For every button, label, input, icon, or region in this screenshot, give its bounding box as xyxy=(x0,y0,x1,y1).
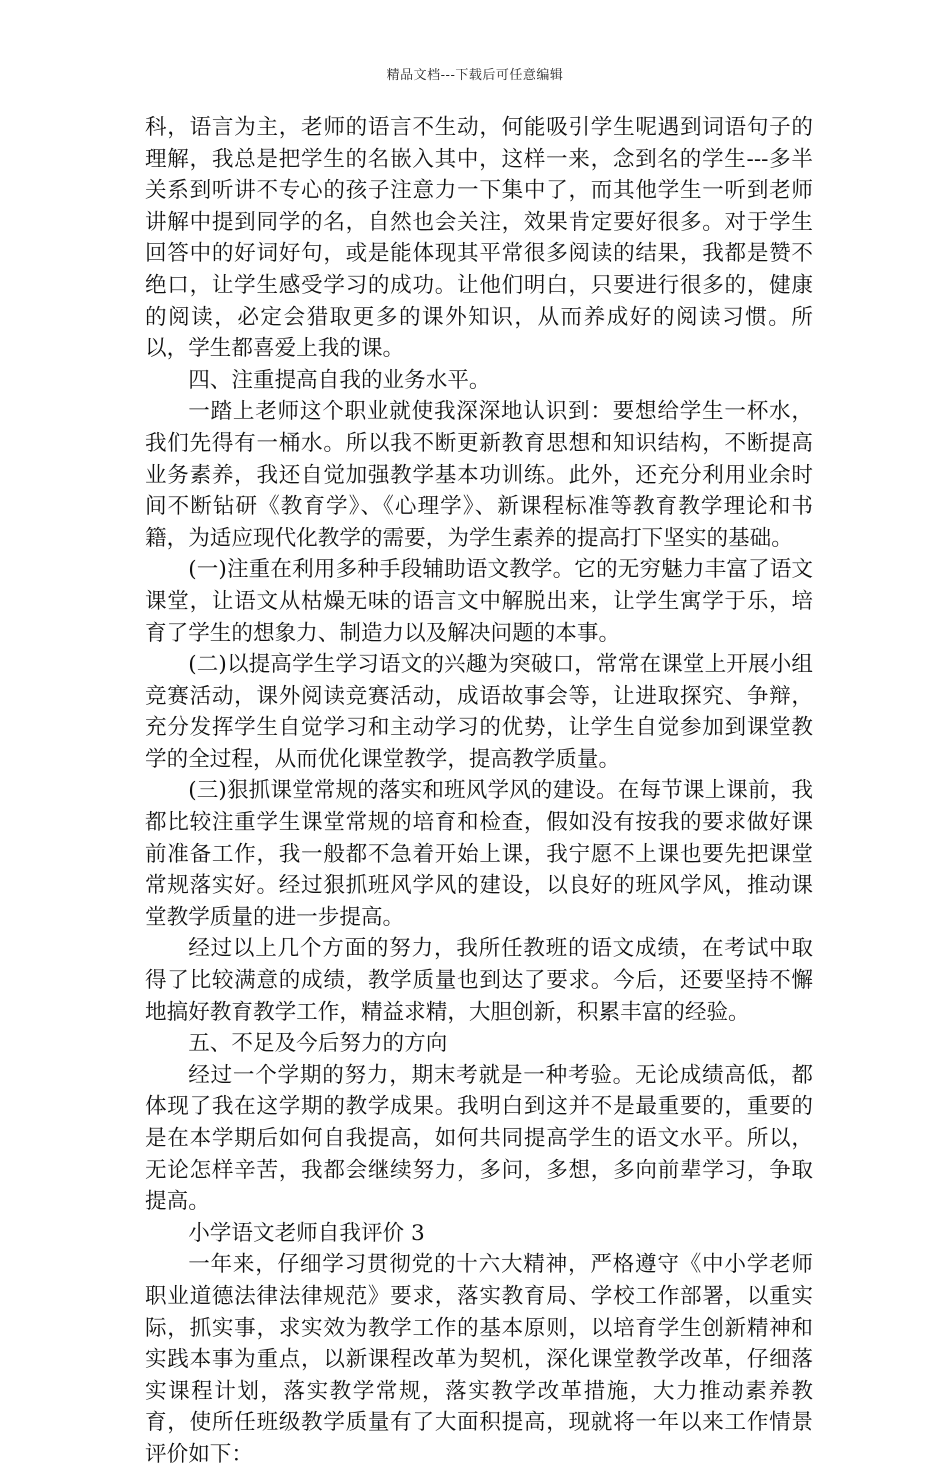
paragraph-item-3: (三)狠抓课堂常规的落实和班风学风的建设。在每节课上课前，我都比较注重学生课堂常规的培育和检查，假如没有按我的要求做好课前准备工作，我一般都不急着开始上课，我宁愿不上课也要先把课堂常规落实好。经过狠抓班风学风的建设，以良好的班风学风，推动课堂教学质量的进一步提高。 xyxy=(145,778,813,930)
document-body xyxy=(145,112,813,1471)
paragraph-item-1: (一)注重在利用多种手段辅助语文教学。它的无穷魅力丰富了语文课堂，让语文从枯燥无味的语言文中解脱出来，让学生寓学于乐，培育了学生的想象力、制造力以及解决问题的本事。 xyxy=(145,557,813,646)
section-heading-5: 五、不足及今后努力的方向 xyxy=(188,1031,448,1057)
paragraph-continued-text: 科，语言为主，老师的语言不生动，何能吸引学生呢遇到词语句子的理解，我总是把学生的名嵌入其中，这样一来，念到名的学生---多半关系到听讲不专心的孩子注意力一下集中了，而其他学生一听到老师讲解中提到同学的名，自然也会关注，效果肯定要好很多。对于学生回答中的好词好句，或是能体现其平常很多阅读的结果，我都是赞不绝口，让学生感受学习的成功。让他们明白，只要进行很多的，健康的阅读，必定会猎取更多的课外知识，从而养成好的阅读习惯。所以，学生都喜爱上我的课。 xyxy=(145,115,813,362)
page-header: 精品文档---下载后可任意编辑 xyxy=(386,68,564,83)
paragraph: 一踏上老师这个职业就使我深深地认识到：要想给学生一杯水，我们先得有一桶水。所以我不断更新教育思想和知识结构，不断提高业务素养，我还自觉加强教学基本功训练。此外，还充分利用业余时间不断钻研《教育学》、《心理学》、新课程标准等教育教学理论和书籍，为适应现代化教学的需要，为学生素养的提高打下坚实的基础。 xyxy=(145,399,813,551)
paragraph-item-2: (二)以提高学生学习语文的兴趣为突破口，常常在课堂上开展小组竞赛活动，课外阅读竞赛活动，成语故事会等，让进取探究、争辩，充分发挥学生自觉学习和主动学习的优势，让学生自觉参加到课堂教学的全过程，从而优化课堂教学，提高教学质量。 xyxy=(145,652,813,772)
paragraph: 一年来，仔细学习贯彻党的十六大精神，严格遵守《中小学老师职业道德法律法律规范》要求，落实教育局、学校工作部署，以重实际，抓实事，求实效为教学工作的基本原则，以培育学生创新精神和实践本事为重点，以新课程改革为契机，深化课堂教学改革，仔细落实课程计划，落实教学常规，落实教学改革措施，大力推动素养教育，使所任班级教学质量有了大面积提高，现就将一年以来工作情景评价如下： xyxy=(145,1252,813,1467)
section-heading-4: 四、注重提高自我的业务水平。 xyxy=(188,367,491,393)
article-title: 小学语文老师自我评价 3 xyxy=(188,1220,425,1246)
paragraph: 经过一个学期的努力，期末考就是一种考验。无论成绩高低，都体现了我在这学期的教学成果。我明白到这并不是最重要的，重要的是在本学期后如何自我提高，如何共同提高学生的语文水平。所以，无论怎样辛苦，我都会继续努力，多问，多想，多向前辈学习，争取提高。 xyxy=(145,1062,813,1215)
paragraph: 经过以上几个方面的努力，我所任教班的语文成绩，在考试中取得了比较满意的成绩，教学质量也到达了要求。今后，还要坚持不懈地搞好教育教学工作，精益求精，大胆创新，积累丰富的经验。 xyxy=(145,936,813,1025)
